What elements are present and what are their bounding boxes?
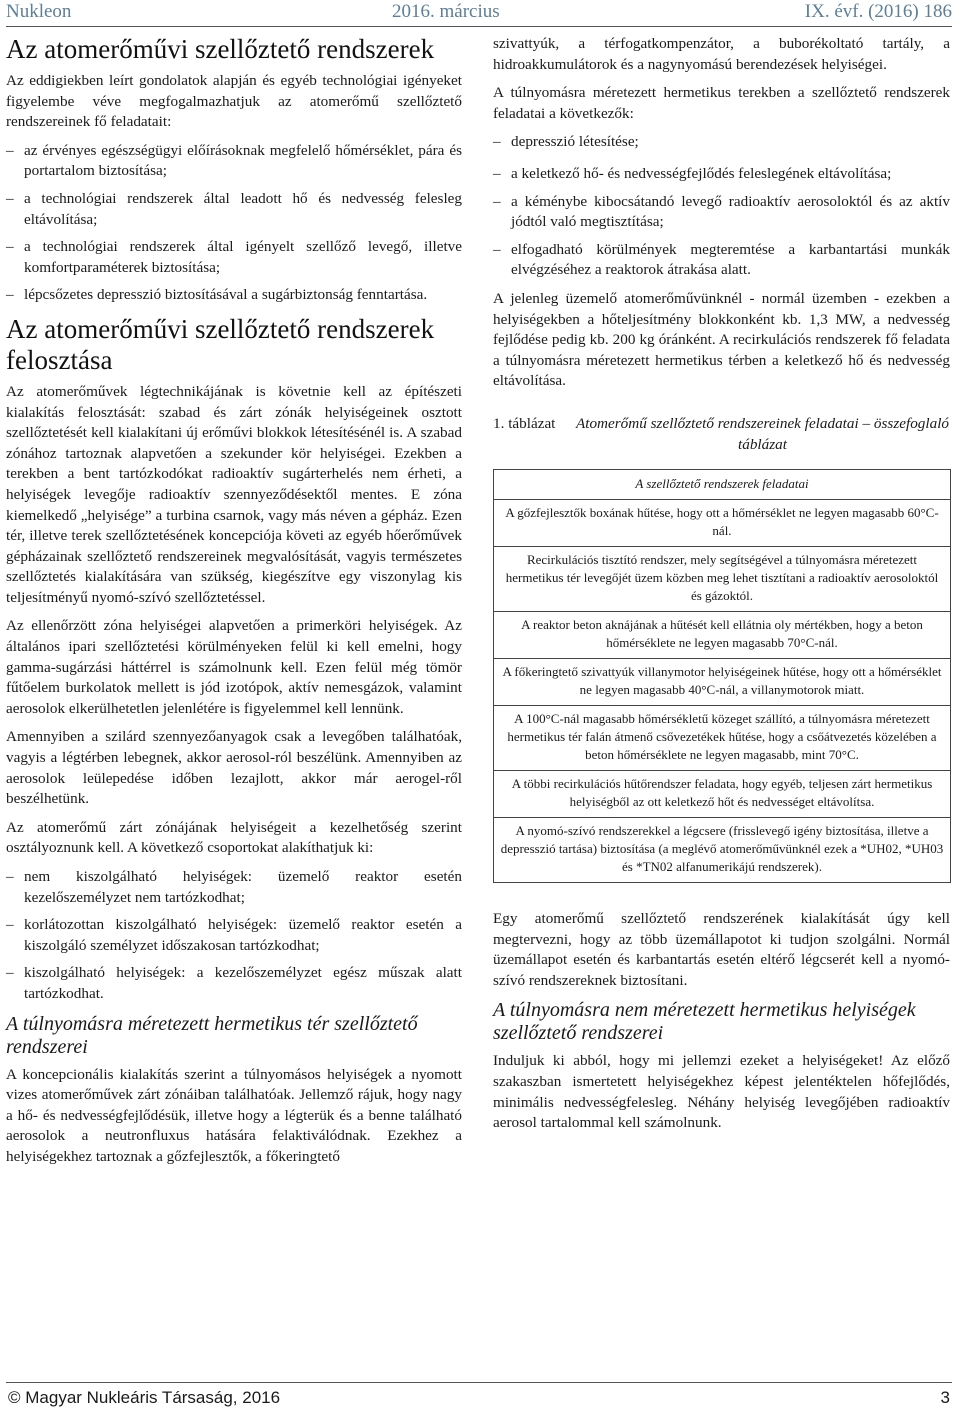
table-cell: Recirkulációs tisztító rendszer, mely segítségével a túlnyomásra méretezett hermetikus tér levegőjét üzem közben meg lehet tisztítani a radioaktív aerosoloktól és gázoktól.: [494, 547, 951, 612]
tasks-table: [493, 469, 951, 883]
paragraph-classification: Az atomerőmű zárt zónájának helyiségeit a kezelhetőség szerint osztályoznunk kell. A következő csoportokat alakíthatjuk ki:: [6, 818, 462, 857]
list-item: – korlátozottan kiszolgálható helyiségek: üzemelő reaktor esetén a kiszolgáló személyzet időszakosan tartózkodhat;: [6, 915, 462, 956]
list-item: – lépcsőzetes depresszió biztosításával a sugárbiztonság fenntartása.: [6, 285, 462, 306]
intro-paragraph: Az eddigiekben leírt gondolatok alapján és egyéb technológiai igényeket figyelembe véve megfogalmazhatjuk az atomerőmű szellőztető rendszereinek fő feladatait:: [6, 72, 462, 131]
table-row: [494, 771, 951, 818]
table-row: [494, 706, 951, 771]
paragraph-current-plant: A jelenleg üzemelő atomerőművünknél - normál üzemben - ezekben a helyiségekben a hőteljesítmény blokkonként kb. 1,3 MW, a nedvesség fejlődése pedig kb. 200 kg óránként. A recirkulációs rendszerek fő feladata a túlnyomásra méretezett hermetikus térben a keletkező hő és nedvesség eltávolítása.: [493, 289, 950, 390]
table-row: [494, 500, 951, 547]
paragraph-controlled-zone: Az ellenőrzött zóna helyiségei alapvetően a primerköri helyiségek. Az általános ipari szellőztetési körülményeken felül ki kell emelni, hogy gamma-sugárzási háttérrel is számolnunk kell. Ezen felül még tömör fűtőelem burkolatok mellett is jód izotópok, aktív nemesgázok, valamint aerosolok elkerülhetetlen jelenlétére is figyelemmel kell lennünk.: [6, 617, 462, 717]
list-item: – depresszió létesítése;: [493, 132, 950, 153]
list-item: – a technológiai rendszerek által igényelt szellőző levegő, illetve komfortparaméterek biztosítása;: [6, 237, 462, 278]
table-header: A szellőztető rendszerek feladatai: [494, 470, 951, 500]
list-item: – kiszolgálható helyiségek: a kezelőszemélyzet egész műszak alatt tartózkodhat.: [6, 963, 462, 1004]
section-title-division: Az atomerőművi szellőztető rendszerek felosztása: [6, 313, 435, 375]
journal-name: Nukleon: [6, 1, 72, 22]
paragraph-aerosol: Amennyiben a szilárd szennyezőanyagok csak a levegőben találhatóak, vagyis a légtérben lebegnek, akkor aerosol-ról beszélünk. Amennyiben az aerosolok leülepedése időben lezajlott, akkor már aerogel-ről beszélhetünk.: [6, 728, 462, 808]
table-caption: [493, 414, 950, 455]
page-number: 3: [940, 1388, 950, 1407]
table-row: [494, 612, 951, 659]
volume-info: IX. évf. (2016) 186: [804, 1, 952, 22]
room-groups-list: [6, 867, 462, 1005]
copyright-text: © Magyar Nukleáris Társaság, 2016: [8, 1388, 281, 1407]
table-caption-text: Atomerőmű szellőztető rendszereinek feladatai – összefoglaló táblázat: [575, 414, 950, 453]
list-item: – nem kiszolgálható helyiségek: üzemelő reaktor esetén kezelőszemélyzet nem tartózkodhat;: [6, 867, 462, 908]
left-column: [6, 34, 462, 1176]
right-column: [493, 34, 950, 1142]
table-cell: A főkeringtető szivattyúk villanymotor helyiségeinek hűtése, hogy ott a hőmérséklet ne legyen magasabb 40°C-nál, a villanymotorok miatt.: [494, 659, 951, 706]
page-footer: [6, 1382, 952, 1413]
paragraph-characteristics: Induljuk ki abból, hogy mi jellemzi ezeket a helyiségeket! Az előző szakaszban ismertetett helyiségekhez képest jelentéktelen hőfejlődés, minimális nedvességfelesleg. Néhány helyiség levegőjében radioaktív aerosol tartalommal kell számolnunk.: [493, 1052, 950, 1132]
paragraph-continuation: szivattyúk, a térfogatkompenzátor, a buborékoltató tartály, a hidroakkumulátorok és a nagynyomású berendezések helyiségei.: [493, 35, 950, 73]
issue-date: 2016. március: [392, 1, 500, 22]
paragraph-zones: Az atomerőművek légtechnikájának is követnie kell az építészeti kialakítás felosztását: szabad és zárt zónák helyiségeinek osztott szellőztetését kell kialakítani új erőművi blokkok létesítésénél is. A szabad zónához tartoznak alapvetően a szekunder kör helyiségei. Ezekben a terekben a bent tartózkodókat radioaktív sugárterhelés nem érheti, a helyiségek levegője radioaktív szennyeződésektől mentes. E zóna kiemelkedő „helyisége” a turbina csarnok, vagy más néven a gépház. Ezen tér, illetve terek szellőztetésének koncepciója követi az egyéb hőerőművek gépházainak szellőztető rendszereinek megvalósítását, vagyis természetes szellőztetés kialakítására van szükség, kiegészítve egy viszonylag kis teljesítményű nyomó-szívó szellőztetéssel.: [6, 382, 462, 606]
list-item: – a technológiai rendszerek által leadott hő és nedvesség felesleg eltávolítása;: [6, 189, 462, 230]
table-row: [494, 818, 951, 883]
paragraph-design: Egy atomerőmű szellőztető rendszerének kialakítását úgy kell megtervezni, hogy az több üzemállapotot ki tudjon szolgálni. Normál üzemállapot esetén és karbantartás esetén eltérő légcserét kell a nyomó-szívó rendszereknek biztosítani.: [493, 910, 950, 989]
subsection-title-overpressure: A túlnyomásra méretezett hermetikus tér szellőztető rendszerei: [6, 1012, 418, 1058]
table-row: [494, 659, 951, 706]
table-cell: A 100°C-nál magasabb hőmérsékletű közeget szállító, a túlnyomásra méretezett hermetikus tér falán átmenő csővezetékek hűtése, hogy a csőátvezetés közelében a beton hőmérséklete ne legyen magasabb, mint 70°C.: [494, 706, 951, 771]
list-item: – a keletkező hő- és nedvességfejlődés feleslegének eltávolítása;: [493, 164, 950, 185]
list-item: – a kéménybe kibocsátandó levegő radioaktív aerosoloktól és az aktív jódtól való megtisztítása;: [493, 192, 950, 233]
list-item: – elfogadható körülmények megteremtése a karbantartási munkák elvégzéséhez a reaktorok átrakása alatt.: [493, 240, 950, 281]
table-row: [494, 547, 951, 612]
hermetic-tasks-list: [493, 132, 950, 281]
table-number: 1. táblázat: [493, 414, 556, 432]
section-title-systems: Az atomerőművi szellőztető rendszerek: [6, 34, 435, 64]
paragraph-tasks-intro: A túlnyomásra méretezett hermetikus terekben a szellőztető rendszerek feladatai a következők:: [493, 84, 950, 122]
main-tasks-list: [6, 141, 462, 306]
table-cell: A többi recirkulációs hűtőrendszer feladata, hogy egyéb, teljesen zárt hermetikus helyiségből az ott keletkező hőt és nedvességet eltávolítsa.: [494, 771, 951, 818]
subsection-title-non-overpressure: A túlnyomásra nem méretezett hermetikus helyiségek szellőztető rendszerei: [493, 999, 916, 1045]
table-cell: A nyomó-szívó rendszerekkel a légcsere (frisslevegő igény biztosítása, illetve a depresszió tartása) biztosítása (a meglévő atomerőművünknél ezek a *UH02, *UH03 és *TN02 alfanumerikájú rendszerek).: [494, 818, 951, 883]
list-item: – az érvényes egészségügyi előírásoknak megfelelő hőmérséklet, pára és portartalom biztosítása;: [6, 141, 462, 182]
table-cell: A gőzfejlesztők boxának hűtése, hogy ott a hőmérséklet ne legyen magasabb 60°C-nál.: [494, 500, 951, 547]
page-header: [6, 0, 952, 27]
table-cell: A reaktor beton aknájának a hűtését kell ellátnia oly mértékben, hogy a beton hőmérséklete ne legyen magasabb 70°C-nál.: [494, 612, 951, 659]
paragraph-concept: A koncepcionális kialakítás szerint a túlnyomásos helyiségek a nyomott vizes atomerőművek zárt zónáiban találhatóak. Jellemző rájuk, hogy nagy a hő- és nedvességfejlődésük, illetve hogy a légterük és a benne található aerosolok a neutronfluxus hatására felaktiválódnak. Ezekhez a helyiségekhez tartoznak a gőzfejlesztők, a főkeringtető: [6, 1065, 462, 1165]
